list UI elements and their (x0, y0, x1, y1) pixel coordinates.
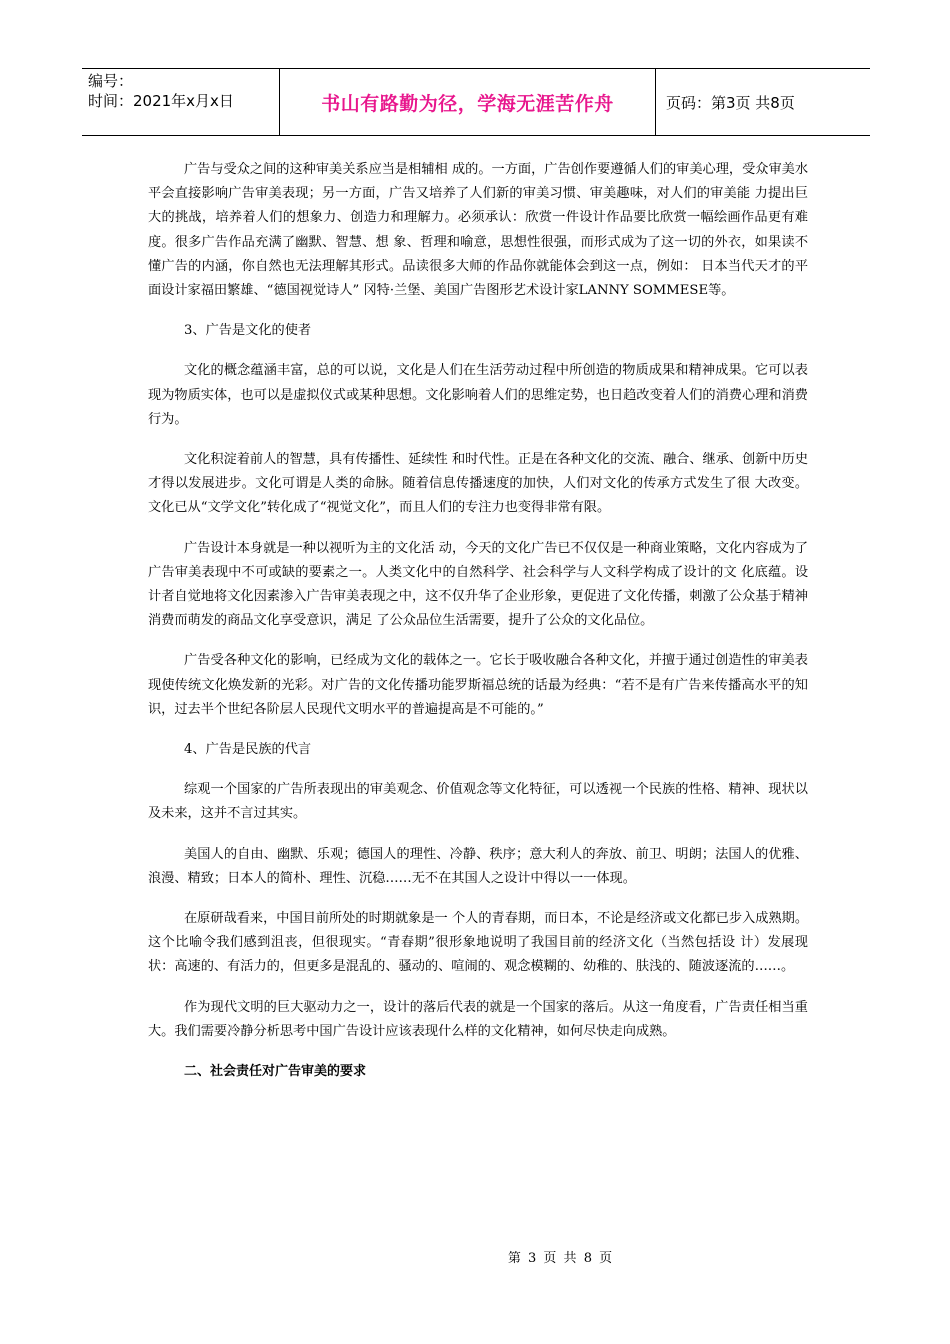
body-paragraph: 广告与受众之间的这种审美关系应当是相辅相 成的。一方面，广告创作要遵循人们的审美心理，受众审美水平会直接影响广告审美表现；另一方面，广告又培养了人们新的审美习惯、审美趣味，对人们的审美能 力提出巨大的挑战，培养着人们的想象力、创造力和理解力。必须承认：欣赏一件设计作品要比欣赏一幅绘画作品更有难度。很多广告作品充满了幽默、智慧、想 象、哲理和喻意，思想性很强，而形式成为了这一切的外衣，如果读不懂广告的内涵，你自然也无法理解其形式。品读很多大师的作品你就能体会到这一点，例如： 日本当代天才的平面设计家福田繁雄、“德国视觉诗人” 冈特·兰堡、美国广告图形艺术设计家LANNY SOMMESE等。 (148, 162, 809, 299)
header-motto: 书山有路勤为径，学海无涯苦作舟 (280, 69, 656, 135)
section-heading: 3、广告是文化的使者 (184, 323, 312, 339)
document-body (148, 158, 808, 1100)
page-footer: 第 3 页 共 8 页 (507, 1251, 613, 1266)
section-heading: 4、广告是民族的代言 (184, 742, 312, 758)
body-paragraph: 广告设计本身就是一种以视听为主的文化活 动，今天的文化广告已不仅仅是一种商业策略，文化内容成为了广告审美表现中不可或缺的要素之一。人类文化中的自然科学、社会科学与人文科学构成了设计的文 化底蕴。设计者自觉地将文化因素渗入广告审美表现之中，这不仅升华了企业形象，更促进了文化传播，刺激了公众基于精神消费而萌发的商品文化享受意识，满足 了公众品位生活需要，提升了公众的文化品位。 (148, 540, 809, 629)
header-meta (82, 69, 280, 135)
body-paragraph: 美国人的自由、幽默、乐观；德国人的理性、冷静、秩序；意大利人的奔放、前卫、明朗；法国人的优雅、浪漫、精致；日本人的简朴、理性、沉稳……无不在其国人之设计中得以一一体现。 (148, 846, 808, 886)
document-time-label: 时间：2021年x月x日 (88, 92, 234, 110)
header-page-label: 页码：第3页 共8页 (666, 93, 795, 112)
chapter-heading: 二、社会责任对广告审美的要求 (184, 1064, 367, 1080)
body-paragraph: 文化积淀着前人的智慧，具有传播性、延续性 和时代性。正是在各种文化的交流、融合、继承、创新中历史才得以发展进步。文化可谓是人类的命脉。随着信息传播速度的加快，人们对文化的传承方式发生了很 大改变。文化已从“文学文化”转化成了“视觉文化”，而且人们的专注力也变得非常有限。 (148, 452, 809, 516)
page-header (82, 68, 870, 136)
body-paragraph: 作为现代文明的巨大驱动力之一，设计的落后代表的就是一个国家的落后。从这一角度看，广告责任相当重大。我们需要冷静分析思考中国广告设计应该表现什么样的文化精神，如何尽快走向成熟。 (148, 999, 808, 1039)
document-number-label: 编号： (88, 72, 134, 90)
body-paragraph: 在原研哉看来，中国目前所处的时期就象是一 个人的青春期，而日本，不论是经济或文化都已步入成熟期。这个比喻令我们感到沮丧，但很现实。“青春期”很形象地说明了我国目前的经济文化（当然包括设 计）发展现状：高速的、有活力的，但更多是混乱的、骚动的、喧闹的、观念模糊的、幼稚的、肤浅的、随波逐流的……。 (148, 911, 809, 975)
body-paragraph: 综观一个国家的广告所表现出的审美观念、价值观念等文化特征，可以透视一个民族的性格、精神、现状以及未来，这并不言过其实。 (148, 782, 808, 822)
body-paragraph: 广告受各种文化的影响，已经成为文化的载体之一。它长于吸收融合各种文化，并擅于通过创造性的审美表现使传统文化焕发新的光彩。对广告的文化传播功能罗斯福总统的话最为经典：“若不是有广告来传播高水平的知识，过去半个世纪各阶层人民现代文明水平的普遍提高是不可能的。” (148, 653, 808, 717)
body-paragraph: 文化的概念蕴涵丰富，总的可以说，文化是人们在生活劳动过程中所创造的物质成果和精神成果。它可以表现为物质实体，也可以是虚拟仪式或某种思想。文化影响着人们的思维定势，也日趋改变着人们的消费心理和消费行为。 (148, 363, 808, 427)
